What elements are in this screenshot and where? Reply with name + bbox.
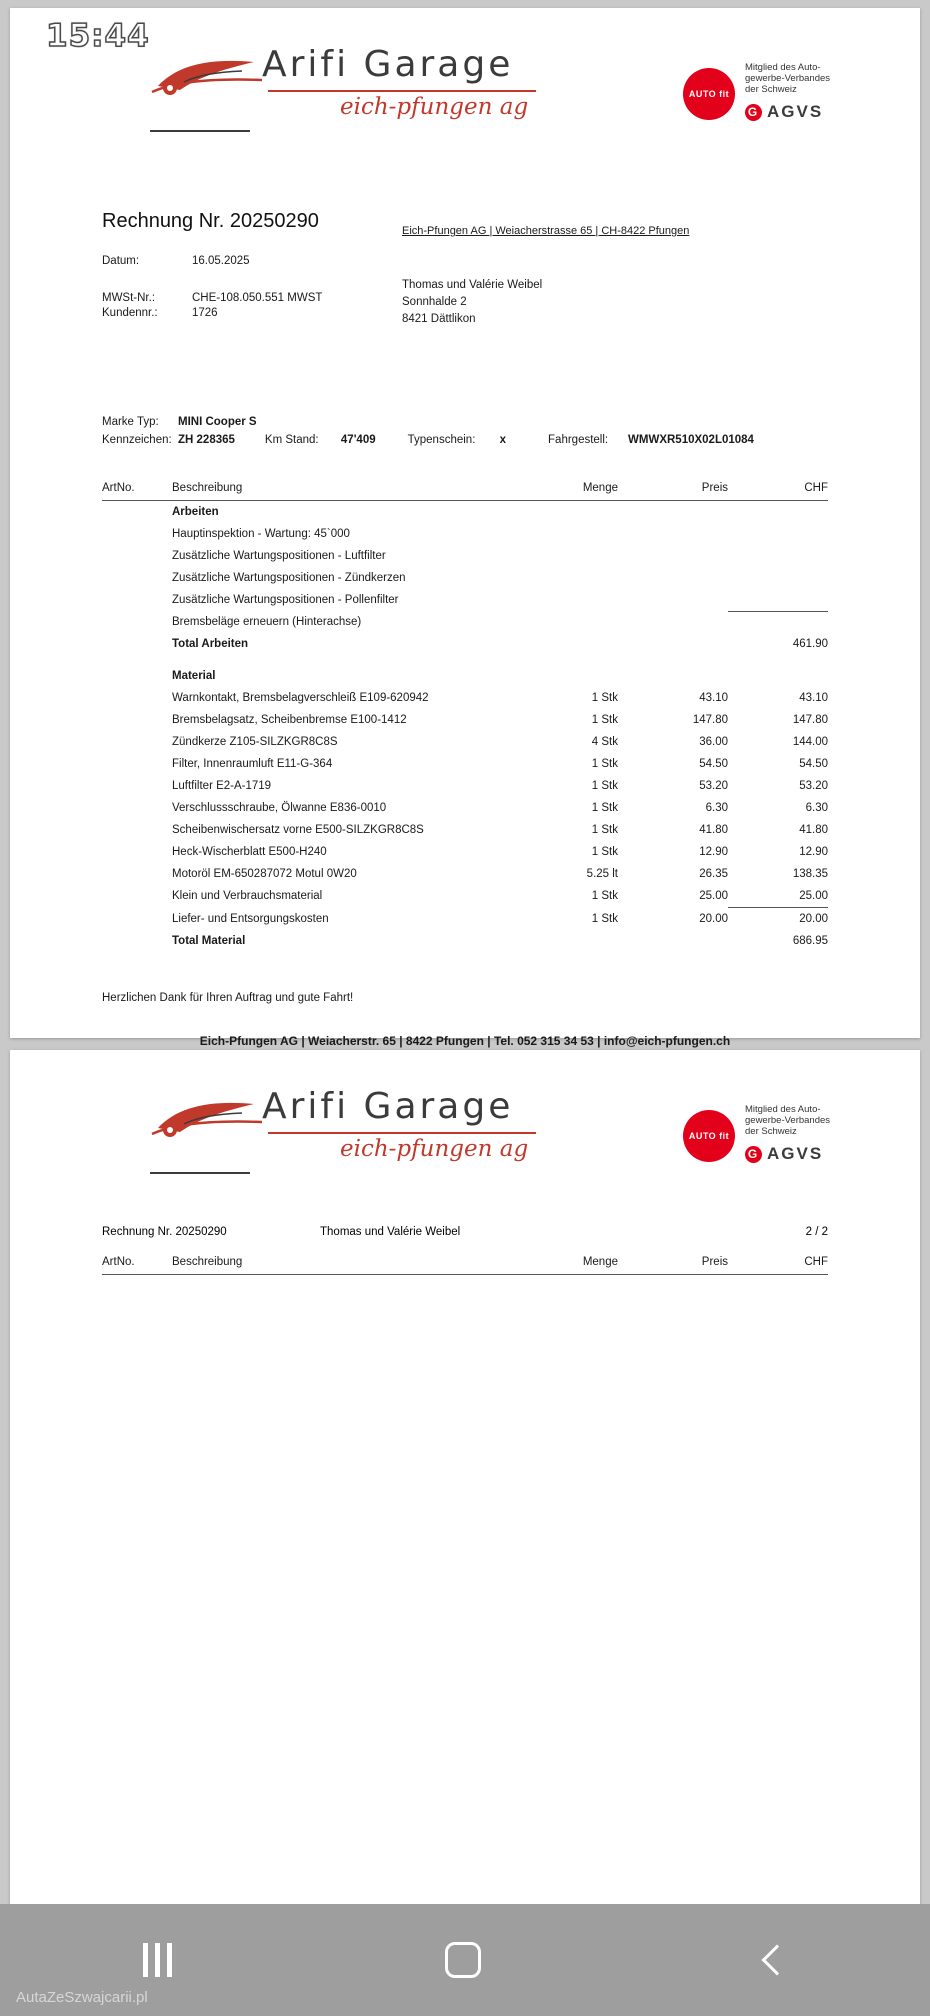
row-quantity: 1 Stk [591,912,618,925]
row-description: Warnkontakt, Bremsbelagverschleiß E109-620942 [172,692,429,704]
sender-address-line: Eich-Pfungen AG | Weiacherstrasse 65 | CH-8422 Pfungen [402,225,690,237]
meta-date-label: Datum: [102,255,140,267]
vehicle-type-label: Typenschein: [407,434,476,446]
row-amount: 144.00 [792,736,828,748]
meta-left-column [102,255,402,328]
row-amount [728,523,828,545]
total-label: Total Arbeiten [172,638,249,650]
row-artno [102,841,172,863]
line-items-table [102,482,828,952]
row-amount: 41.80 [799,824,828,836]
vehicle-details-row [102,434,828,446]
row-quantity [508,611,618,633]
page2-invoice-ref: Rechnung Nr. 20250290 [102,1226,227,1238]
row-artno [102,611,172,633]
row-description: Liefer- und Entsorgungskosten [172,912,329,925]
recipient-line-2: Sonnhalde 2 [402,296,467,308]
row-price [618,567,728,589]
header-amount: CHF [728,482,828,501]
row-amount [728,567,828,589]
table-header-row [102,482,828,501]
company-logo [150,42,540,142]
letterhead-page-2 [10,1050,920,1200]
row-quantity: 5.25 lt [586,868,618,880]
agvs-text-line-3: der Schweiz [745,84,797,95]
row-description: Zusätzliche Wartungspositionen - Luftfilter [172,550,386,562]
header-quantity: Menge [508,1256,618,1275]
company-footer: Eich-Pfungen AG | Weiacherstr. 65 | 8422 Pfungen | Tel. 052 315 34 53 | info@eich-pfungen.ch [199,1034,731,1048]
total-preis [618,633,728,655]
total-value: 686.95 [792,935,828,947]
section-art [102,665,172,687]
agvs-brand [745,102,823,122]
row-description: Filter, Innenraumluft E11-G-364 [172,758,333,770]
row-description: Zusätzliche Wartungspositionen - Pollenfilter [172,594,399,606]
invoice-page-1 [10,8,920,1048]
vehicle-vin-value: WMWXR510X02L01084 [628,434,754,446]
header-description: Beschreibung [172,482,508,501]
row-amount: 43.10 [799,692,828,704]
autofit-icon: AUTO fit [683,68,735,120]
section-title: Arbeiten [172,506,219,518]
row-description: Verschlussschraube, Ölwanne E836-0010 [172,802,387,814]
table-row [102,753,828,775]
row-description: Hauptinspektion - Wartung: 45`000 [172,528,350,540]
table-row [102,611,828,633]
row-artno [102,885,172,908]
table-row [102,523,828,545]
row-description: Bremsbeläge erneuern (Hinterachse) [172,616,362,628]
row-amount: 147.80 [792,714,828,726]
agvs-membership-text [745,1104,830,1137]
row-quantity: 1 Stk [591,890,618,902]
row-amount [728,589,828,611]
logo-underline [268,90,536,92]
agvs-badge [683,1102,858,1170]
table-row [102,908,828,931]
row-artno [102,908,172,931]
table-row [102,589,828,611]
section-menge [508,665,618,687]
watermark: AutaZeSzwajcarii.pl [16,1989,148,2006]
row-price [618,611,728,633]
vehicle-model-row [102,416,828,428]
row-description: Motoröl EM-650287072 Motul 0W20 [172,868,357,880]
row-artno [102,775,172,797]
row-quantity: 1 Stk [591,780,618,792]
section-spacer [102,655,828,665]
table-row [102,819,828,841]
agvs-text-line-2: gewerbe-Verbandes [745,73,831,84]
vehicle-vin-label: Fahrgestell: [548,434,609,446]
table-row [102,687,828,709]
recent-apps-icon[interactable] [155,1943,160,1977]
row-price: 54.50 [699,758,728,770]
section-title: Material [172,670,216,682]
row-description: Zündkerze Z105-SILZKGR8C8S [172,736,338,748]
vehicle-type-value: x [499,434,507,446]
car-swoosh-icon [150,52,270,104]
company-name: Arifi Garage [262,1086,514,1127]
header-amount: CHF [728,1256,828,1275]
row-price: 36.00 [699,736,728,748]
header-quantity: Menge [508,482,618,501]
section-chf [728,501,828,524]
line-items-header [102,482,828,501]
company-logo [150,1084,540,1184]
agvs-text-line-2: gewerbe-Verbandes [745,1115,831,1126]
section-preis [618,665,728,687]
table-row [102,841,828,863]
agvs-brand-label: AGVS [767,102,824,121]
header-artno: ArtNo. [102,482,172,501]
row-price: 147.80 [692,714,728,726]
table-row [102,775,828,797]
page2-table-wrap [10,1256,920,1275]
row-amount: 20.00 [728,908,828,931]
section-art [102,501,172,524]
agvs-brand-label: AGVS [767,1144,824,1163]
table-header-row [102,1256,828,1275]
row-price: 43.10 [699,692,728,704]
table-row [102,731,828,753]
row-amount: 6.30 [805,802,828,814]
total-label: Total Material [172,935,246,947]
recipient-address [402,277,828,328]
agvs-brand [745,1144,823,1164]
row-quantity [508,567,618,589]
vehicle-plate-value: ZH 228365 [178,434,235,446]
meta-vat-label: MWSt-Nr.: [102,292,156,304]
page2-customer: Thomas und Valérie Weibel [320,1226,461,1238]
invoice-body [10,210,920,1092]
section-preis [618,501,728,524]
row-quantity: 4 Stk [591,736,618,748]
invoice-page-2 [10,1050,920,2016]
autofit-icon: AUTO fit [683,1110,735,1162]
meta-date-value: 16.05.2025 [192,255,250,267]
header-price: Preis [618,1256,728,1275]
table-row [102,567,828,589]
row-artno [102,753,172,775]
total-menge [508,633,618,655]
row-artno [102,797,172,819]
row-quantity: 1 Stk [591,824,618,836]
row-price: 26.35 [699,868,728,880]
header-price: Preis [618,482,728,501]
row-quantity: 1 Stk [591,846,618,858]
row-description: Scheibenwischersatz vorne E500-SILZKGR8C8S [172,824,424,836]
table-row [102,863,828,885]
table-row [102,709,828,731]
agvs-text-line-1: Mitglied des Auto- [745,1104,821,1115]
section-total-row [102,633,828,655]
row-quantity [508,589,618,611]
row-price [618,545,728,567]
section-header-row [102,665,828,687]
total-art [102,633,172,655]
vehicle-model-label: Marke Typ: [102,416,159,428]
row-amount: 12.90 [799,846,828,858]
meta-customer-no [102,307,402,319]
row-price: 41.80 [699,824,728,836]
meta-vat-value: CHE-108.050.551 MWST [192,292,323,304]
row-price: 6.30 [705,802,728,814]
section-header-row [102,501,828,524]
logo-tail-line [150,1172,250,1174]
row-amount: 53.20 [799,780,828,792]
section-menge [508,501,618,524]
row-quantity: 1 Stk [591,692,618,704]
row-artno [102,863,172,885]
back-icon[interactable] [761,1944,792,1975]
meta-right-column [402,225,828,328]
agvs-text-line-1: Mitglied des Auto- [745,62,821,73]
section-chf [728,665,828,687]
agvs-text-line-3: der Schweiz [745,1126,797,1137]
vehicle-km-label: Km Stand: [264,434,319,446]
recipient-line-3: 8421 Dättlikon [402,313,476,325]
logo-tail-line [150,130,250,132]
row-quantity [508,523,618,545]
row-quantity [508,545,618,567]
logo-underline [268,1132,536,1134]
agvs-membership-text [745,62,830,95]
agvs-dot-icon: G [745,1146,762,1163]
section-total-row [102,930,828,952]
row-price [618,523,728,545]
meta-block [102,225,828,328]
line-items-header-page-2 [102,1256,828,1275]
total-art [102,930,172,952]
row-amount [728,611,828,633]
row-price: 12.90 [699,846,728,858]
row-artno [102,731,172,753]
row-artno [102,545,172,567]
row-amount: 138.35 [792,868,828,880]
row-amount: 25.00 [799,890,828,902]
agvs-badge [683,60,858,128]
total-menge [508,930,618,952]
row-amount [728,545,828,567]
total-preis [618,930,728,952]
row-artno [102,819,172,841]
vehicle-block [102,416,828,446]
row-quantity: 1 Stk [591,758,618,770]
line-items-table-page-2 [102,1256,828,1275]
thank-you-note: Herzlichen Dank für Ihren Auftrag und gute Fahrt! [102,992,354,1004]
page2-page-number: 2 / 2 [805,1226,828,1238]
meta-date [102,255,402,267]
status-bar-clock: 15:44 [46,18,150,54]
meta-customer-no-label: Kundennr.: [102,307,158,319]
row-artno [102,687,172,709]
car-swoosh-icon [150,1094,270,1146]
row-description: Heck-Wischerblatt E500-H240 [172,846,327,858]
row-quantity: 1 Stk [591,802,618,814]
row-description: Luftfilter E2-A-1719 [172,780,272,792]
row-description: Klein und Verbrauchsmaterial [172,890,323,902]
table-row [102,885,828,908]
line-items-body [102,501,828,953]
meta-customer-no-value: 1726 [192,307,218,319]
row-price: 20.00 [699,912,728,925]
vehicle-plate-label: Kennzeichen: [102,434,172,446]
vehicle-km-value: 47'409 [340,434,376,446]
row-amount: 54.50 [799,758,828,770]
row-description: Bremsbelagsatz, Scheibenbremse E100-1412 [172,714,407,726]
recipient-line-1: Thomas und Valérie Weibel [402,279,543,291]
header-description: Beschreibung [172,1256,508,1275]
home-icon[interactable] [445,1942,481,1978]
row-price: 25.00 [699,890,728,902]
page2-header-row [10,1226,920,1238]
row-artno [102,709,172,731]
company-name: Arifi Garage [262,44,514,85]
total-value: 461.90 [792,638,828,650]
row-artno [102,523,172,545]
row-price [618,589,728,611]
company-subtitle: eich-pfungen ag [340,94,529,120]
row-price: 53.20 [699,780,728,792]
vehicle-model-value: MINI Cooper S [178,416,257,428]
row-quantity: 1 Stk [591,714,618,726]
row-artno [102,567,172,589]
meta-vat [102,292,402,304]
table-row [102,545,828,567]
row-artno [102,589,172,611]
header-artno: ArtNo. [102,1256,172,1275]
agvs-dot-icon: G [745,104,762,121]
page-title: Rechnung Nr. 20250290 [102,210,319,232]
company-subtitle: eich-pfungen ag [340,1136,529,1162]
row-description: Zusätzliche Wartungspositionen - Zündkerzen [172,572,406,584]
table-row [102,797,828,819]
